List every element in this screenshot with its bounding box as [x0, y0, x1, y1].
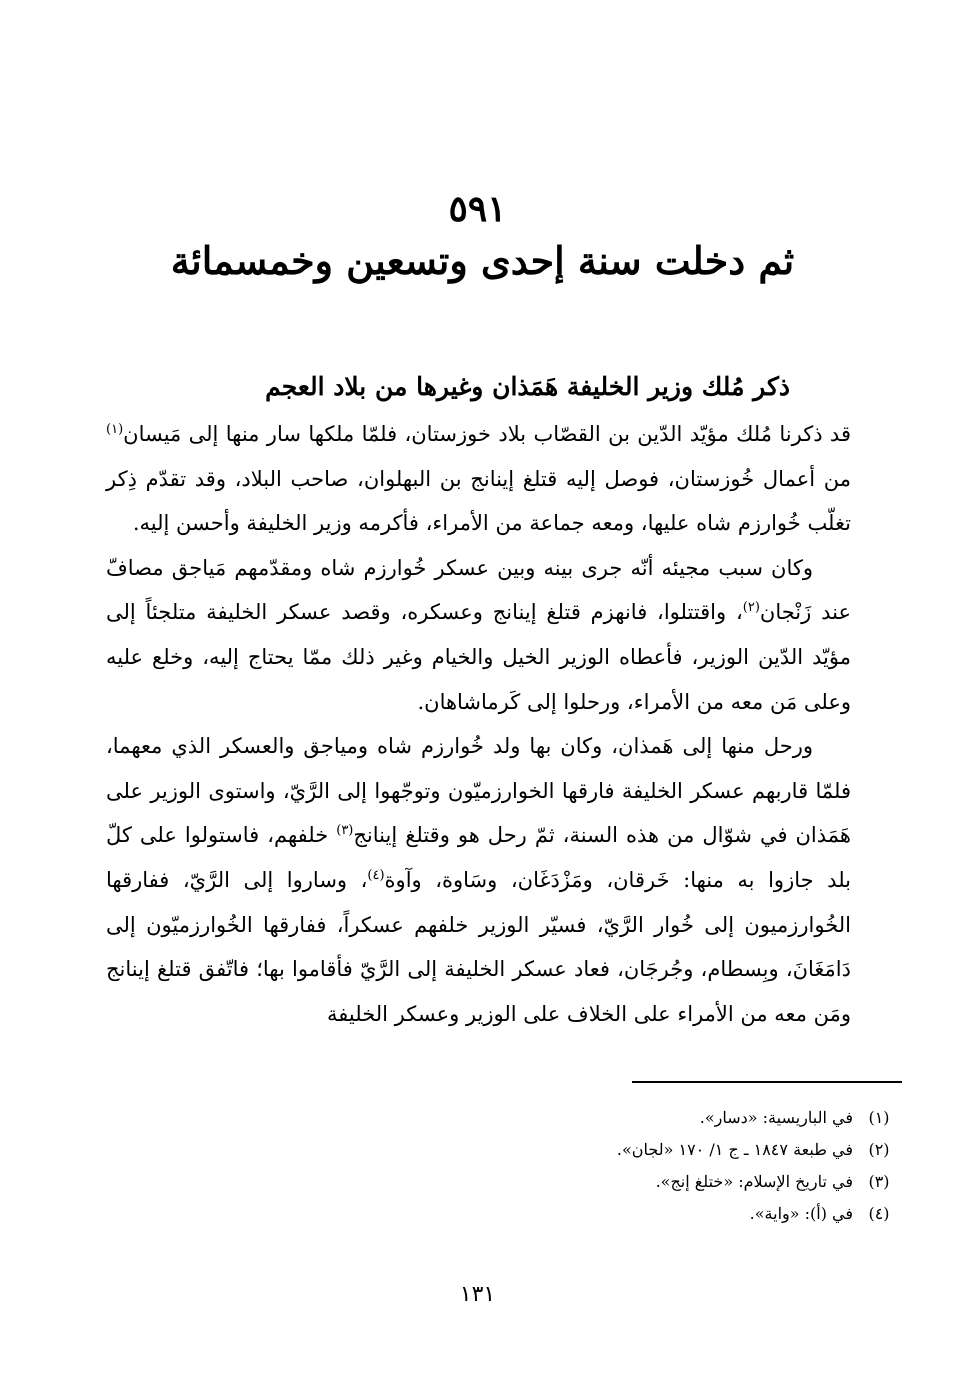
footnote-text: في (أ): «واية».: [749, 1204, 853, 1223]
footnote-number: (٣): [868, 1172, 890, 1191]
paragraph-text: من أعمال خُوزستان، فوصل إليه قتلغ إينانج بن البهلوان، صاحب البلاد، وقد تقدّم ذِكر تغلّب خُوارزم شاه عليها، ومعه جماعة من الأمراء، فأكرمه وزير الخليفة وأحسن إليه.: [106, 466, 851, 536]
section-title: ذكر مُلك وزير الخليفة هَمَذان وغيرها من بلاد العجم: [265, 372, 790, 401]
footnote-divider: [632, 1081, 902, 1083]
footnote: [75, 1198, 905, 1230]
paragraph-text: قد ذكرنا مُلك مؤيّد الدّين بن القصّاب بلاد خوزستان، فلمّا ملكها سار منها إلى مَيسان: [123, 422, 851, 446]
footnote: [75, 1166, 905, 1198]
footnotes: [75, 1102, 905, 1230]
paragraph-text: خلفهم، فاستولوا على كلّ بلد جازوا به منها: خَرقان، ومَزْدَغَان، وسَاوة، وآوة: [106, 823, 851, 892]
body-text: [106, 412, 851, 1036]
paragraph-1: [106, 412, 851, 546]
footnote-number: (٤): [868, 1204, 890, 1223]
paragraph-text: ، واقتتلوا، فانهزم قتلغ إينانج وعسكره، وقصد عسكر الخليفة متلجئاً إلى مؤيّد الدّين الوزير، فأعطاه الوزير الخيل والخيام وغير ذلك ممّا يحتاج إليه، وخلع عليه وعلى مَن معه من الأمراء، ورحلوا إلى كَرماشاهان.: [106, 600, 851, 714]
footnote-number: (١): [868, 1108, 890, 1127]
footnote-number: (٢): [868, 1140, 890, 1159]
footnote: [75, 1102, 905, 1134]
paragraph-text: ورحل منها إلى هَمذان، وكان بها ولد خُوارزم شاه ومياجق والعسكر الذي معهما، فلمّا قاربهم عسكر الخليفة فارقها الخوارزميّون وتوجّهوا إلى الرَّيّ، واستوى الوزير على هَمَذان في شوّال من هذه السنة، ثمّ رحل هو وقتلغ إينانج: [106, 734, 851, 848]
paragraph-text: ، وساروا إلى الرَّيّ، ففارقها الخُوارزميون إلى خُوار الرَّيّ، فسيّر الوزير خلفهم عسكراً، ففارقها الخُوارزميّون إلى دَامَغَانَ، وبِسطام، وجُرجَان، فعاد عسكر الخليفة إلى الرَّيّ فأقاموا بها؛ فاتّفق قتلغ إينانج ومَن معه من الأمراء على الخلاف على الوزير وعسكر الخليفة: [106, 867, 851, 1026]
page-number: ١٣١: [459, 1282, 496, 1307]
footnote-text: في تاريخ الإسلام: «ختلغ إنج».: [655, 1172, 853, 1191]
footnote-ref-4: (٤): [367, 867, 385, 883]
footnote-text: في الباريسية: «دسار».: [699, 1108, 853, 1127]
paragraph-text: وكان سبب مجيئه أنّه جرى بينه وبين عسكر خُوارزم شاه ومقدّمهم مَياجق مصافّ عند زَنْجان: [106, 555, 851, 625]
footnote-ref-2: (٢): [742, 600, 760, 616]
paragraph-2: [106, 546, 851, 724]
footnote-ref-3: (٣): [336, 823, 354, 839]
year-number: ٥٩١: [448, 188, 507, 230]
footnote: [75, 1134, 905, 1166]
footnote-text: في طبعة ١٨٤٧ ـ ج ١/ ١٧٠ «لجان».: [616, 1140, 853, 1159]
footnote-ref-1: (١): [106, 422, 124, 437]
paragraph-3: [106, 724, 851, 1036]
chapter-title: ثم دخلت سنة إحدى وتسعين وخمسمائة: [170, 238, 795, 283]
